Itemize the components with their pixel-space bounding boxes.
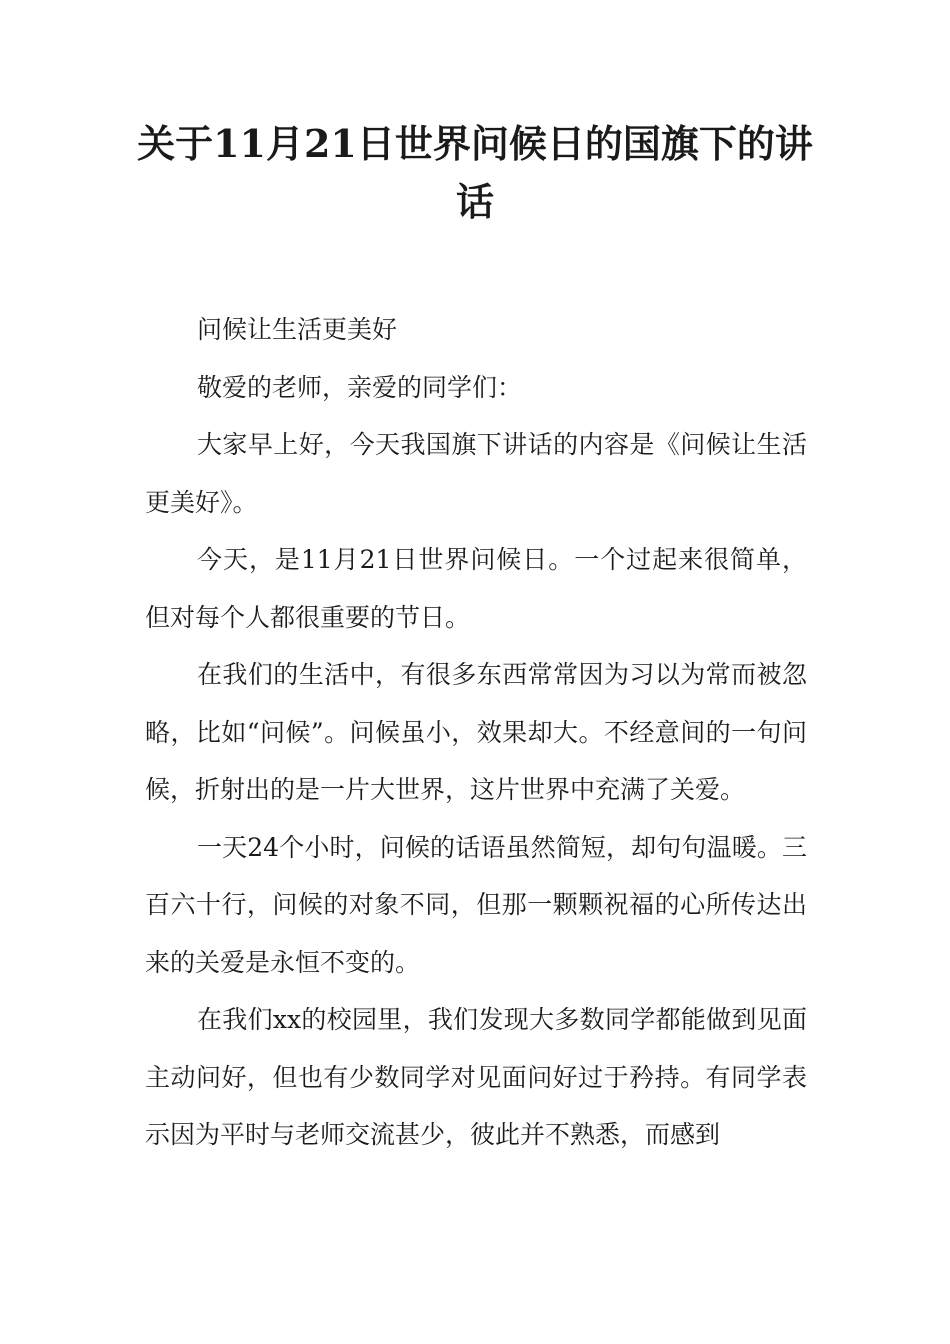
body-paragraph: 在我们xx的校园里，我们发现大多数同学都能做到见面主动问好，但也有少数同学对见面问好过于矜持。有同学表示因为平时与老师交流甚少，彼此并不熟悉，而感到: [145, 1005, 807, 1149]
document-body: [145, 301, 807, 1164]
body-paragraph: 在我们的生活中，有很多东西常常因为习以为常而被忽略，比如“问候”。问候虽小，效果却大。不经意间的一句问候，折射出的是一片大世界，这片世界中充满了关爱。: [145, 660, 807, 804]
subtitle-paragraph: 问候让生活更美好: [197, 315, 398, 344]
body-paragraph: 今天，是11月21日世界问候日。一个过起来很简单，但对每个人都很重要的节日。: [145, 545, 807, 632]
document-title: 关于11月21日世界问候日的国旗下的讲话: [137, 121, 813, 224]
body-paragraph: 一天24个小时，问候的话语虽然简短，却句句温暖。三百六十行，问候的对象不同，但那一颗颗祝福的心所传达出来的关爱是永恒不变的。: [145, 832, 807, 977]
salutation-paragraph: 敬爱的老师，亲爱的同学们：: [197, 372, 523, 402]
body-paragraph: 大家早上好，今天我国旗下讲话的内容是《问候让生活更美好》。: [145, 430, 807, 517]
